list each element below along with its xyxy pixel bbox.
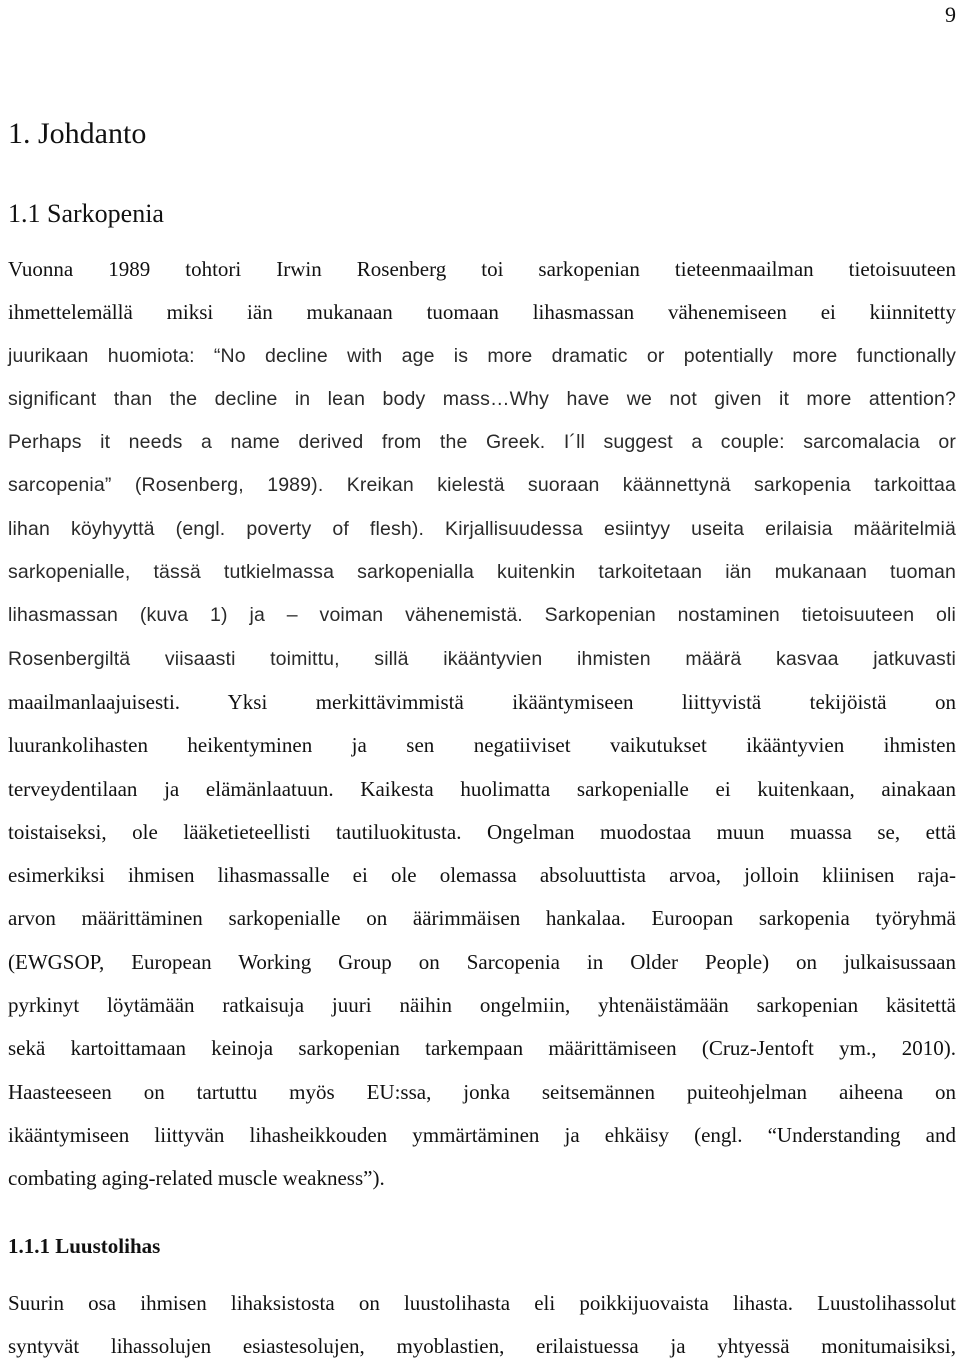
body-paragraph-1 (8, 248, 956, 1201)
body-paragraph-2 (8, 1282, 956, 1369)
text-line: Rosenbergiltä viisaasti toimittu, sillä ikääntyvien ihmisten määrä kasvaa jatkuvasti (8, 647, 956, 670)
text-line: (EWGSOP, European Working Group on Sarcopenia in Older People) on julkaisussaan (8, 949, 956, 974)
section-title: 1.1 Sarkopenia (8, 199, 164, 228)
text-line: Haasteeseen on tartuttu myös EU:ssa, jonka seitsemännen puiteohjelman aiheena on (8, 1079, 956, 1104)
page-number: 9 (945, 2, 956, 27)
text-line: ikääntymiseen liittyvän lihasheikkouden ymmärtäminen ja ehkäisy (engl. “Understanding and (8, 1122, 956, 1147)
chapter-title: 1. Johdanto (8, 117, 147, 150)
text-line: luurankolihasten heikentyminen ja sen negatiiviset vaikutukset ikääntyvien ihmisten (8, 733, 956, 758)
text-line: sekä kartoittamaan keinoja sarkopenian tarkempaan määrittämiseen (Cruz-Jentoft ym., 2010). (8, 1036, 956, 1061)
text-line: pyrkinyt löytämään ratkaisuja juuri näihin ongelmiin, yhtenäistämään sarkopenian käsitettä (8, 993, 956, 1018)
text-line: combating aging-related muscle weakness”). (8, 1166, 385, 1191)
text-line: juurikaan huomiota: “No decline with age is more dramatic or potentially more functionally (8, 344, 956, 367)
text-line: Perhaps it needs a name derived from the Greek. I´ll suggest a couple: sarcomalacia or (8, 431, 956, 454)
text-line: arvon määrittäminen sarkopenialle on äärimmäisen hankalaa. Euroopan sarkopenia työryhmä (8, 906, 956, 931)
text-line: terveydentilaan ja elämänlaatuun. Kaikesta huolimatta sarkopenialle ei kuitenkaan, ainakaan (8, 776, 956, 801)
text-line: esimerkiksi ihmisen lihasmassalle ei ole olemassa absoluuttista arvoa, jolloin kliinisen raja- (8, 863, 956, 888)
text-line: Suurin osa ihmisen lihaksistosta on luustolihasta eli poikkijuovaista lihasta. Luustolihassolut (8, 1291, 956, 1315)
text-line: maailmanlaajuisesti. Yksi merkittävimmistä ikääntymiseen liittyvistä tekijöistä on (8, 689, 956, 714)
text-line: sarcopenia” (Rosenberg, 1989). Kreikan kielestä suoraan käännettynä sarkopenia tarkoittaa (8, 474, 956, 497)
text-line: ihmettelemällä miksi iän mukanaan tuomaan lihasmassan vähenemiseen ei kiinnitetty (8, 300, 956, 325)
text-line: lihasmassan (kuva 1) ja – voiman vähenemistä. Sarkopenian nostaminen tietoisuuteen oli (8, 604, 956, 627)
text-line: Vuonna 1989 tohtori Irwin Rosenberg toi sarkopenian tieteenmaailman tietoisuuteen (8, 257, 956, 281)
text-line: significant than the decline in lean body mass…Why have we not given it more attention? (8, 387, 956, 410)
subsection-title: 1.1.1 Luustolihas (8, 1234, 161, 1258)
text-line: lihan köyhyyttä (engl. poverty of flesh). Kirjallisuudessa esiintyy useita erilaisia määritelmiä (8, 517, 956, 540)
text-line: sarkopenialle, tässä tutkielmassa sarkopenialla kuitenkin tarkoitetaan iän mukanaan tuoman (8, 561, 956, 584)
text-line: toistaiseksi, ole lääketieteellisti tautiluokitusta. Ongelman muodostaa muun muassa se, että (8, 819, 956, 844)
text-line: syntyvät lihassolujen esiastesolujen, myoblastien, erilaistuessa ja yhtyessä monitumaisiksi, (8, 1334, 956, 1359)
